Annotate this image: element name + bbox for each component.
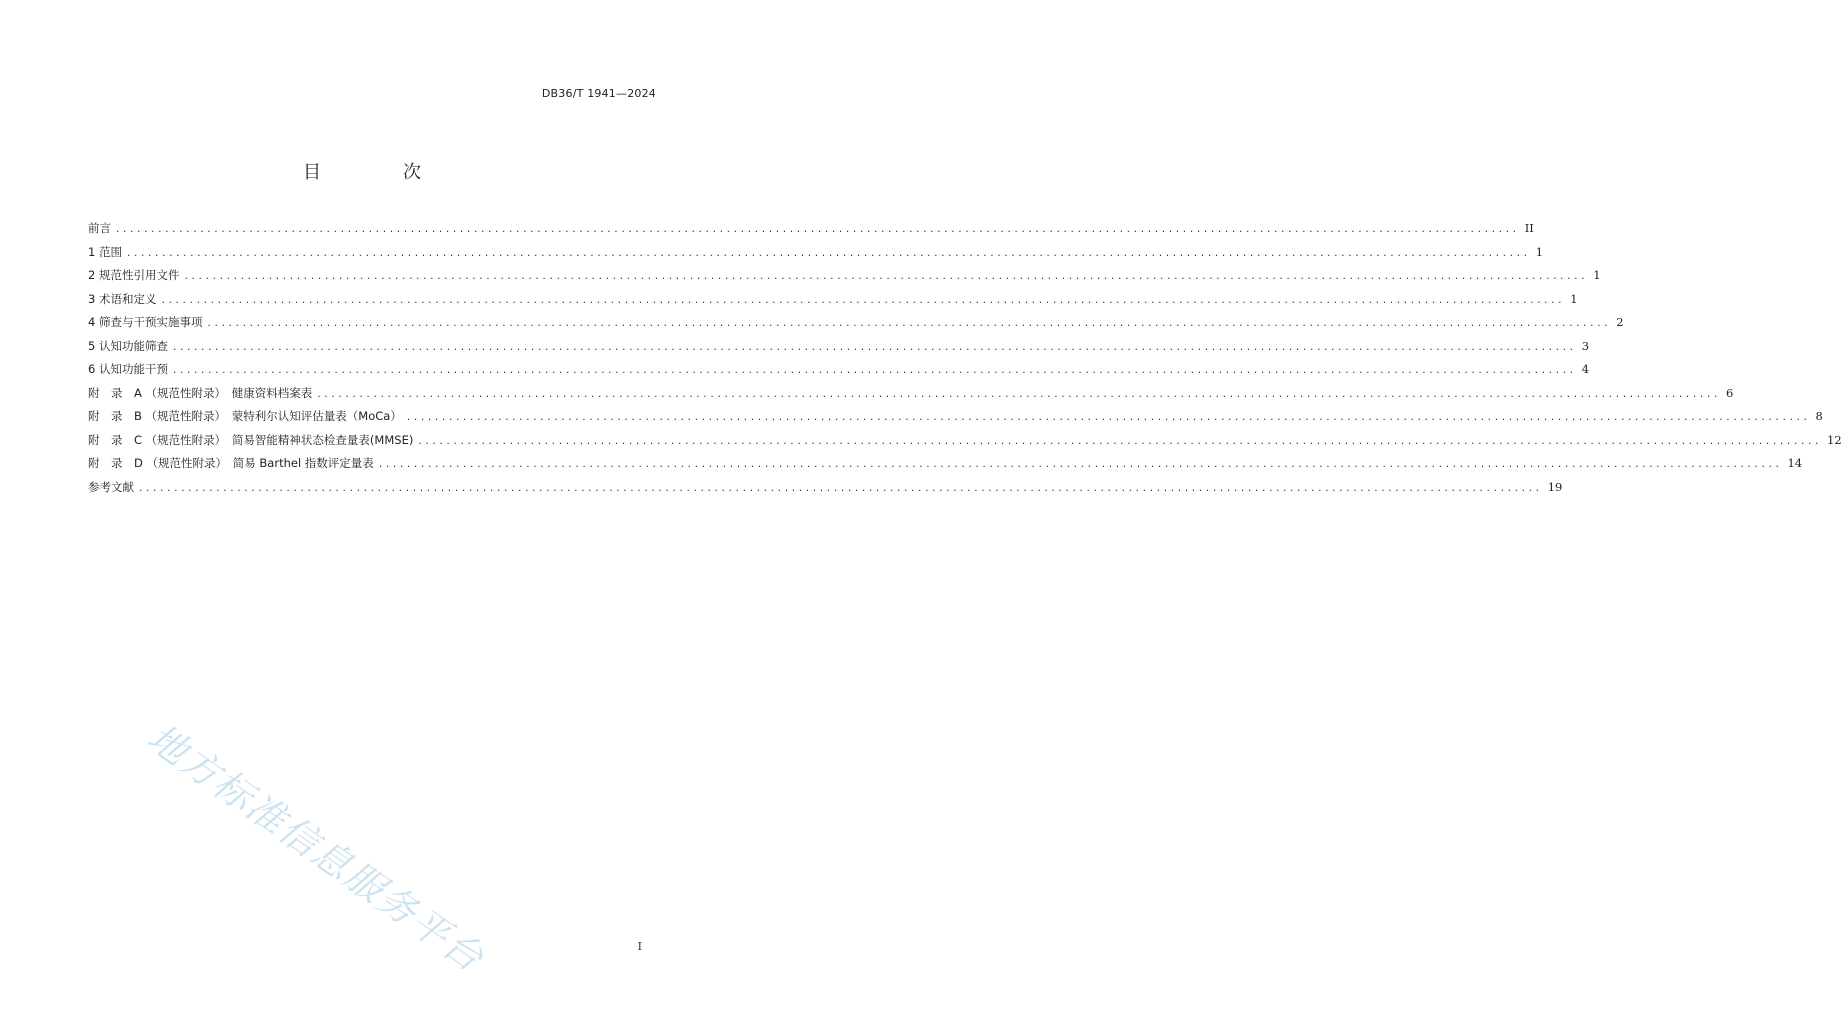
- toc-entry-label: 附 录 A （规范性附录） 健康资料档案表: [88, 385, 313, 400]
- toc-entry-label: 1 范围: [88, 244, 122, 259]
- toc-entry-bibliography[interactable]: [88, 476, 1563, 500]
- toc-entry-label: 附 录 C （规范性附录） 简易智能精神状态检查量表(MMSE): [88, 432, 414, 447]
- toc-entry-screening-intervention[interactable]: [88, 311, 1624, 335]
- toc-entry-page: 1: [1535, 244, 1544, 259]
- toc-entry-foreword[interactable]: [88, 217, 1534, 241]
- toc-entry-page: 3: [1581, 338, 1590, 353]
- watermark-text: 地方标准信息服务平台: [139, 715, 493, 981]
- toc-entry-page: 1: [1593, 268, 1601, 282]
- page-number: I: [637, 940, 642, 953]
- toc-entry-cognitive-intervention[interactable]: [88, 358, 1590, 382]
- toc-entry-normative-references[interactable]: [88, 264, 1601, 288]
- toc-entry-page: 14: [1787, 456, 1803, 470]
- table-of-contents: [88, 217, 1842, 499]
- toc-dot-leader: ........................................................................................................................................................................................................: [160, 295, 1565, 306]
- toc-entry-appendix-c[interactable]: [88, 429, 1842, 453]
- toc-dot-leader: ........................................................................................................................................................................................................: [171, 342, 1576, 353]
- toc-entry-label: 附 录 D （规范性附录） 简易 Barthel 指数评定量表: [88, 456, 374, 470]
- toc-entry-page: 2: [1616, 315, 1624, 329]
- toc-entry-page: 19: [1547, 479, 1563, 494]
- toc-entry-page: 8: [1815, 409, 1823, 423]
- document-code: DB36/T 1941—2024: [541, 87, 656, 100]
- toc-dot-leader: ........................................................................................................................................................................................................: [316, 389, 1720, 400]
- toc-dot-leader: ........................................................................................................................................................................................................: [183, 272, 1588, 282]
- toc-entry-page: 4: [1581, 362, 1590, 376]
- toc-entry-label: 参考文献: [88, 479, 134, 494]
- toc-dot-leader: ........................................................................................................................................................................................................: [115, 225, 1519, 235]
- toc-entry-label: 前言: [88, 221, 111, 235]
- toc-entry-label: 6 认知功能干预: [88, 362, 168, 376]
- toc-entry-page: 6: [1725, 385, 1734, 400]
- toc-dot-leader: ........................................................................................................................................................................................................: [171, 366, 1576, 376]
- toc-entry-appendix-a[interactable]: [88, 382, 1734, 406]
- toc-entry-appendix-d[interactable]: [88, 452, 1803, 476]
- toc-entry-terms-definitions[interactable]: [88, 288, 1578, 312]
- toc-dot-leader: ........................................................................................................................................................................................................: [206, 319, 1611, 329]
- toc-entry-label: 4 筛查与干预实施事项: [88, 315, 203, 329]
- toc-dot-leader: ........................................................................................................................................................................................................: [417, 436, 1822, 447]
- toc-dot-leader: ........................................................................................................................................................................................................: [405, 413, 1810, 423]
- toc-entry-appendix-b[interactable]: [88, 405, 1823, 429]
- toc-entry-page: 12: [1827, 432, 1842, 447]
- toc-entry-label: 5 认知功能筛查: [88, 338, 168, 353]
- toc-entry-page: II: [1524, 221, 1534, 235]
- toc-dot-leader: ........................................................................................................................................................................................................: [377, 460, 1782, 470]
- toc-dot-leader: ........................................................................................................................................................................................................: [138, 483, 1542, 494]
- toc-entry-label: 2 规范性引用文件: [88, 268, 180, 282]
- toc-title: 目 次: [303, 162, 453, 183]
- toc-dot-leader: ........................................................................................................................................................................................................: [125, 248, 1530, 259]
- toc-entry-label: 附 录 B （规范性附录） 蒙特利尔认知评估量表（MoCa）: [88, 409, 402, 423]
- toc-entry-page: 1: [1570, 291, 1578, 306]
- toc-entry-cognitive-screening[interactable]: [88, 335, 1590, 359]
- toc-entry-label: 3 术语和定义: [88, 291, 157, 306]
- toc-entry-scope[interactable]: [88, 241, 1544, 265]
